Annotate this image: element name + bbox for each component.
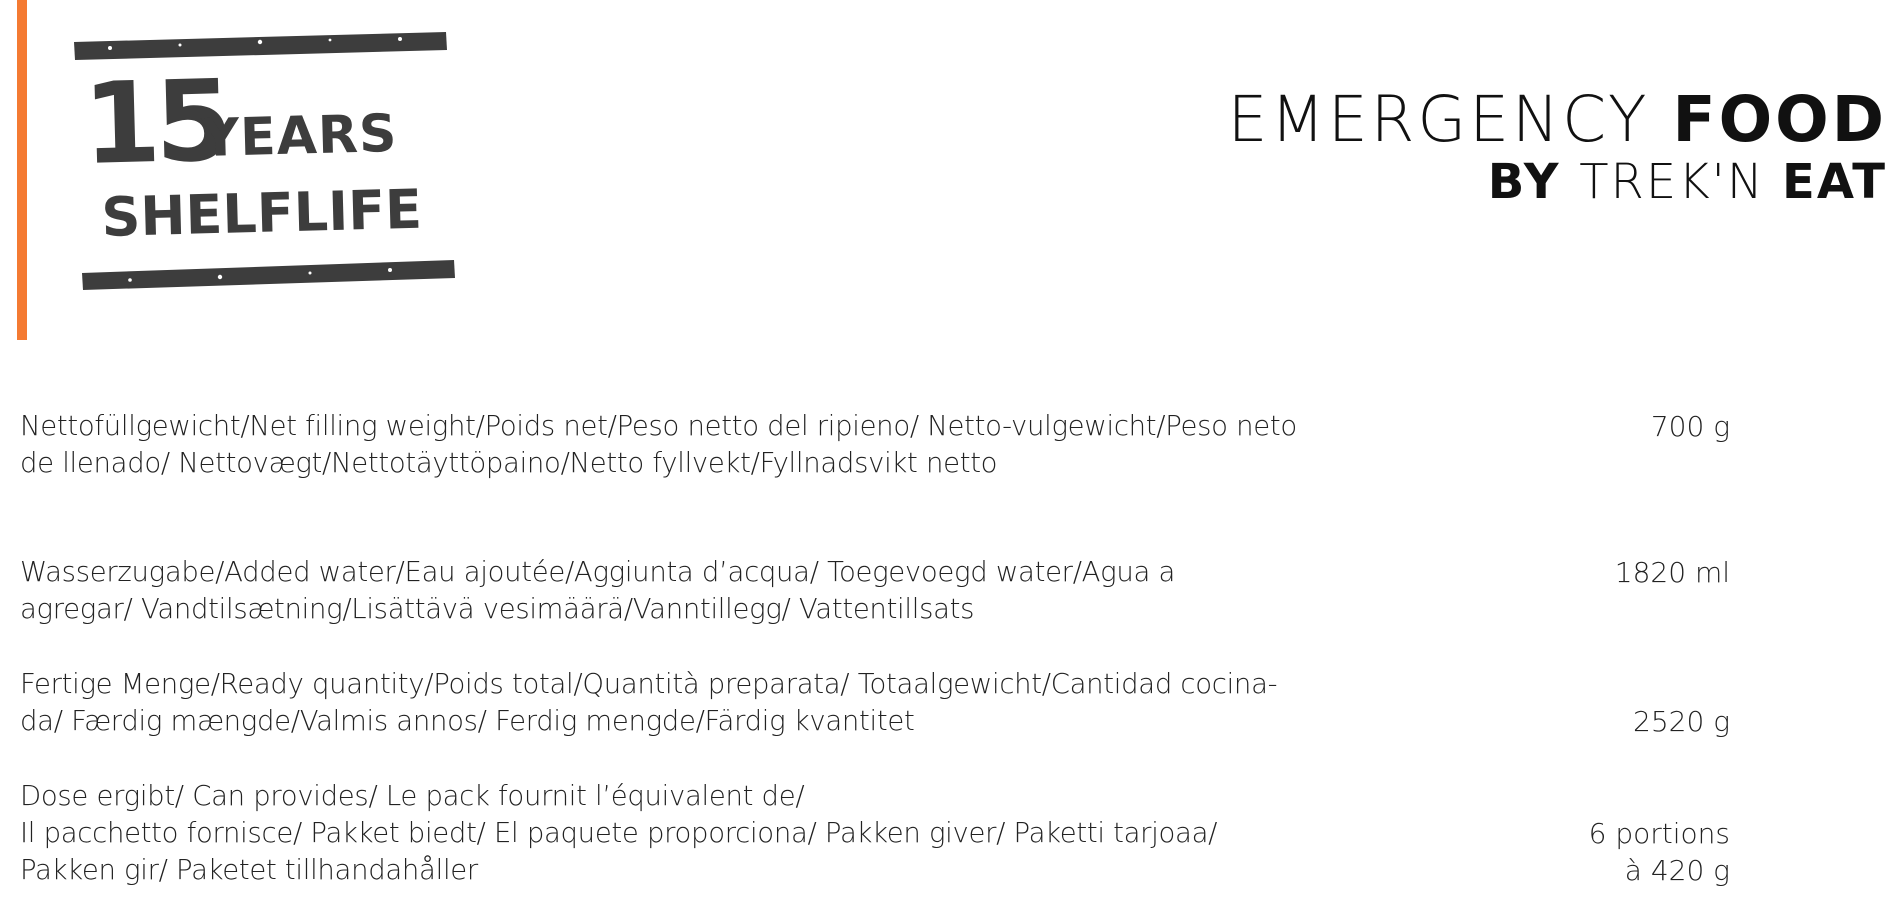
spec-label: Wasserzugabe/Added water/Eau ajoutée/Aggiunta d’acqua/ Toegevoegd water/Agua a agregar/ Vandtilsætning/Lisättävä vesimäärä/Vanntillegg/ Vattentillsats xyxy=(20,556,1176,625)
spec-row-added-water xyxy=(20,554,1730,628)
brand-title xyxy=(1228,84,1887,156)
accent-bar xyxy=(17,0,27,340)
spec-value: 2520 g xyxy=(1633,705,1730,738)
shelflife-stamp xyxy=(70,28,460,298)
stamp-word-shelflife: SHELFLIFE xyxy=(100,177,423,249)
stamp-number: 15 xyxy=(81,56,229,190)
brand-title-regular: EMERGENCY xyxy=(1227,83,1673,156)
spec-value: 1820 ml xyxy=(1614,556,1730,589)
spec-row-portions xyxy=(20,778,1730,889)
brand-subtitle-by: BY xyxy=(1487,154,1580,210)
brand-title-bold: FOOD xyxy=(1672,83,1887,156)
spec-row-ready-quantity xyxy=(20,666,1730,740)
spec-row-net-weight xyxy=(20,408,1730,482)
spec-label: Fertige Menge/Ready quantity/Poids total/Quantità preparata/ Totaalgewicht/Cantidad cocina- da/ Færdig mængde/Valmis annos/ Ferdig mengde/Färdig kvantitet xyxy=(20,668,1278,737)
brand-subtitle-trekn: TREK'N xyxy=(1579,154,1783,210)
stamp-word-years: YEARS xyxy=(200,103,399,169)
brand-logo xyxy=(1228,84,1887,208)
spec-value: 700 g xyxy=(1650,410,1730,443)
stamp-band-bottom xyxy=(82,260,455,290)
spec-value: 6 portions à 420 g xyxy=(1588,817,1730,887)
brand-subtitle xyxy=(1228,156,1887,208)
stamp-graphic xyxy=(70,28,460,298)
spec-label: Dose ergibt/ Can provides/ Le pack fournit l’équivalent de/ Il pacchetto fornisce/ Pakket biedt/ El paquete proporciona/ Pakken giver/ Paketti tarjoaa/ Pakken gir/ Paketet tillhandahåller xyxy=(20,780,1218,886)
spec-label: Nettofüllgewicht/Net filling weight/Poids net/Peso netto del ripieno/ Netto-vulgewicht/Peso neto de llenado/ Nettovægt/Nettotäyttöpaino/Netto fyllvekt/Fyllnadsvikt netto xyxy=(20,410,1297,479)
stamp-band-top xyxy=(74,32,447,60)
brand-subtitle-eat: EAT xyxy=(1782,154,1887,210)
